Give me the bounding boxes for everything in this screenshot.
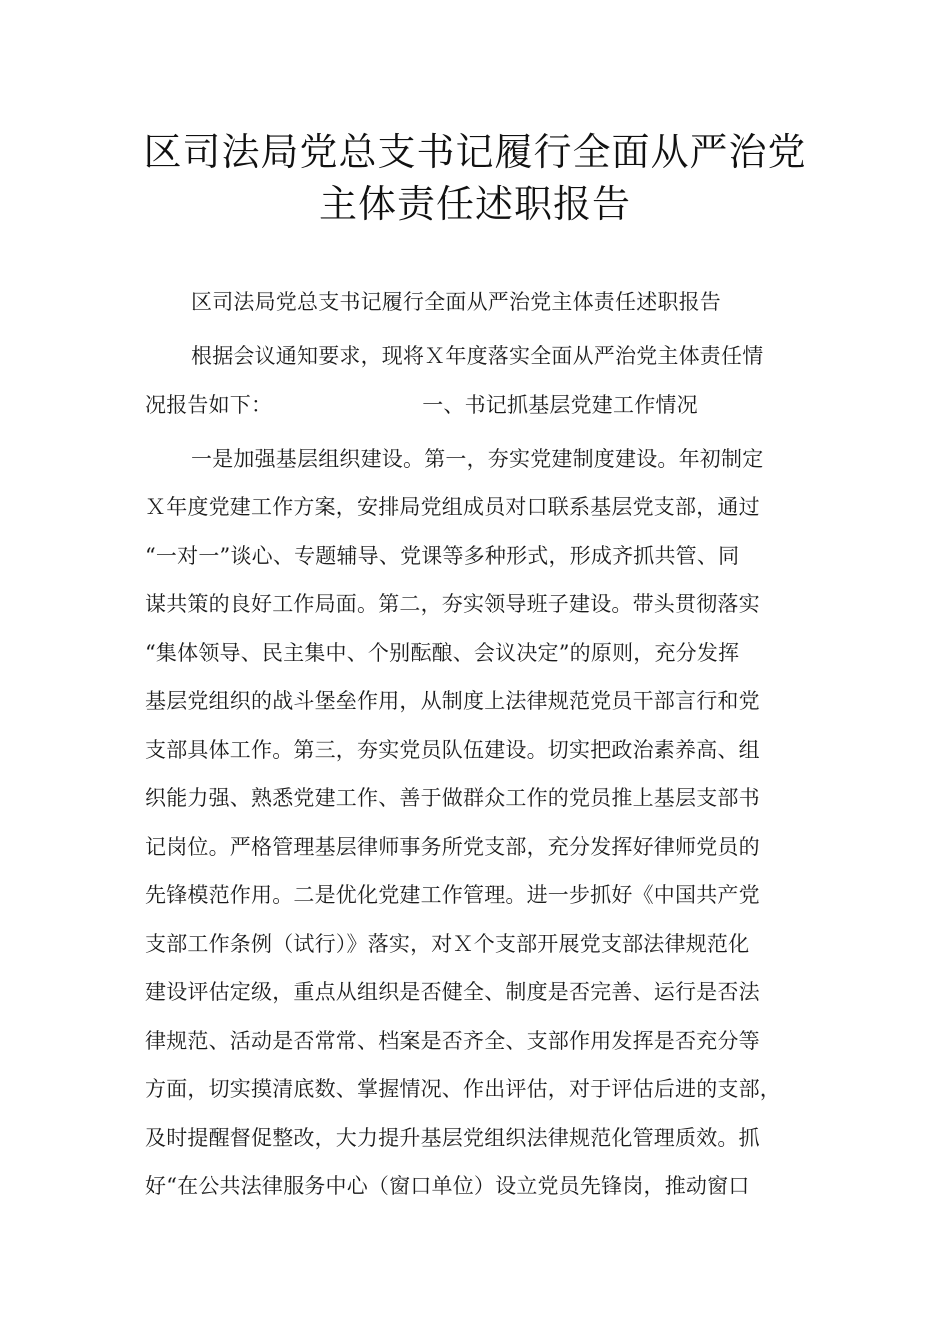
paragraph-text: 方面，切实摸清底数、掌握情况、作出评估，对于评估后进的支部， — [145, 1077, 781, 1101]
paragraph-text: 好“在公共法律服务中心（窗口单位）设立党员先锋岗，推动窗口 — [145, 1174, 750, 1198]
paragraph-line — [145, 1166, 825, 1215]
paragraph-line — [145, 827, 825, 876]
title-line-2: 主体责任述职报告 — [318, 182, 631, 226]
subtitle-text: 区司法局党总支书记履行全面从严治党主体责任述职报告 — [191, 290, 721, 314]
section-heading: 一、书记抓基层党建工作情况 — [422, 392, 698, 417]
document-title — [100, 126, 850, 230]
paragraph-text: 谋共策的良好工作局面。第二，夯实领导班子建设。带头贯彻落实 — [145, 592, 760, 616]
paragraph-text: 先锋模范作用。二是优化党建工作管理。进一步抓好《中国共产党 — [145, 883, 760, 907]
paragraph-text: 建设评估定级，重点从组织是否健全、制度是否完善、运行是否法 — [145, 980, 760, 1004]
subtitle-line — [145, 282, 825, 336]
paragraph-line — [145, 439, 825, 488]
paragraph-text: 支部工作条例（试行）》落实，对Ｘ个支部开展党支部法律规范化 — [145, 931, 750, 956]
paragraph-line — [145, 1118, 825, 1167]
paragraph-text: 记岗位。严格管理基层律师事务所党支部，充分发挥好律师党员的 — [145, 834, 760, 859]
paragraph-line — [145, 730, 825, 779]
paragraph-line — [145, 924, 825, 973]
paragraph-line — [145, 972, 825, 1021]
paragraph-text: 织能力强、熟悉党建工作、善于做群众工作的党员推上基层支部书 — [145, 786, 760, 810]
intro-line-2 — [145, 385, 825, 439]
paragraph-line — [145, 875, 825, 924]
paragraph-line — [145, 681, 825, 730]
paragraph-line — [145, 778, 825, 827]
paragraph-line — [145, 536, 825, 585]
paragraph-text: “一对一”谈心、专题辅导、党课等多种形式，形成齐抓共管、同 — [145, 543, 740, 568]
paragraph-line — [145, 584, 825, 633]
intro-text-2a: 况报告如下： — [145, 392, 273, 417]
title-line-1: 区司法局党总支书记履行全面从严治党 — [143, 130, 807, 174]
paragraph-text: 及时提醒督促整改，大力提升基层党组织法律规范化管理质效。抓 — [145, 1125, 760, 1150]
paragraph-line — [145, 1021, 825, 1070]
paragraph-text: Ｘ年度党建工作方案，安排局党组成员对口联系基层党支部，通过 — [145, 495, 760, 519]
paragraph-line — [145, 487, 825, 536]
paragraph-text: 律规范、活动是否常常、档案是否齐全、支部作用发挥是否充分等 — [145, 1028, 760, 1053]
paragraph-text: 支部具体工作。第三，夯实党员队伍建设。切实把政治素养高、组 — [145, 737, 760, 762]
paragraph-line — [145, 1069, 825, 1118]
document-body — [145, 282, 825, 1215]
intro-line-1 — [145, 336, 825, 385]
paragraph-line — [145, 633, 825, 682]
paragraph-text: 基层党组织的战斗堡垒作用，从制度上法律规范党员干部言行和党 — [145, 689, 760, 713]
paragraph-text: “集体领导、民主集中、个别酝酿、会议决定”的原则，充分发挥 — [145, 640, 740, 665]
paragraph-text: 一是加强基层组织建设。第一，夯实党建制度建设。年初制定 — [191, 446, 764, 471]
intro-text-1: 根据会议通知要求，现将Ｘ年度落实全面从严治党主体责任情 — [191, 344, 764, 368]
